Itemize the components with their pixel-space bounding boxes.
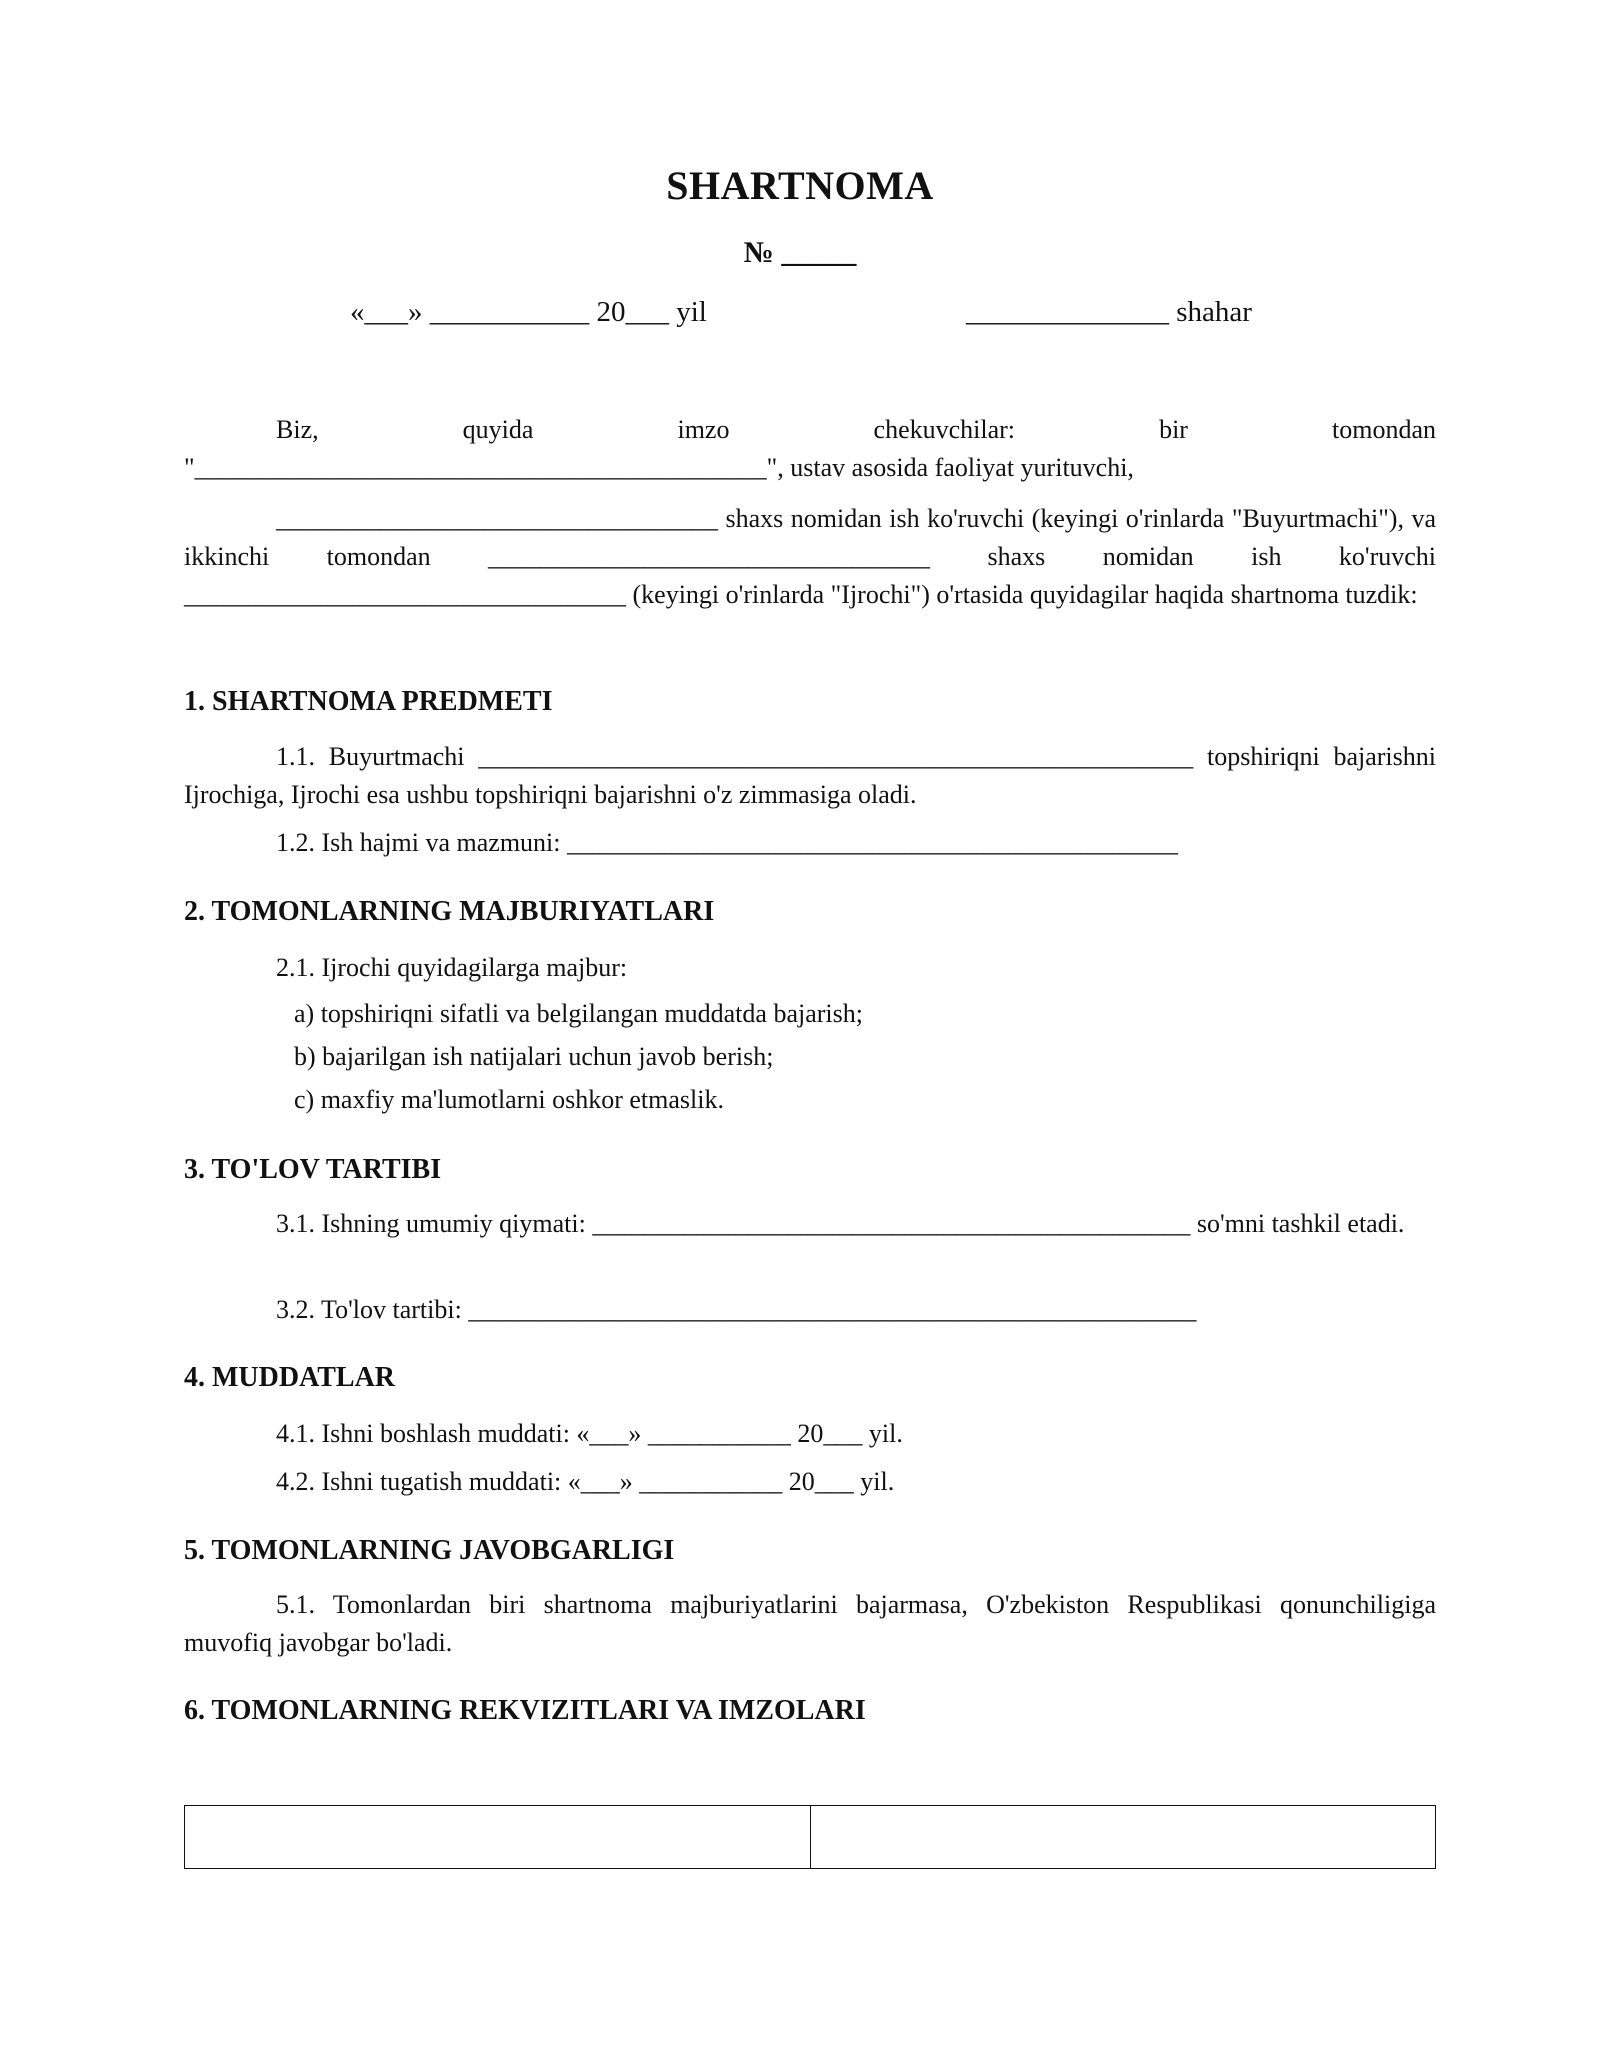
section-1-clause-1: 1.1. Buyurtmachi _______________________________________________________ topshiriqni bajarishni Ijrochiga, Ijrochi esa ushbu topshiriqni bajarishni o'z zimmasiga oladi. bbox=[184, 742, 1436, 809]
section-3-heading: 3. TO'LOV TARTIBI bbox=[184, 1154, 442, 1185]
list-item: b) bajarilgan ish natijalari uchun javob berish; bbox=[294, 1042, 774, 1071]
section-1-clause-2: 1.2. Ish hajmi va mazmuni: _______________________________________________ bbox=[276, 828, 1179, 857]
section-5-clause-1: 5.1. Tomonlardan biri shartnoma majburiyatlarini bajarmasa, O'zbekiston Respublikasi qonunchiligiga muvofiq javobgar bo'ladi. bbox=[184, 1590, 1436, 1657]
section-6-heading: 6. TOMONLARNING REKVIZITLARI VA IMZOLARI bbox=[184, 1695, 866, 1726]
signature-cell-customer bbox=[185, 1806, 811, 1869]
list-item: a) topshiriqni sifatli va belgilangan muddatda bajarish; bbox=[294, 999, 863, 1028]
section-4-clause-1: 4.1. Ishni boshlash muddati: «___» ___________ 20___ yil. bbox=[276, 1419, 903, 1448]
list-item: c) maxfiy ma'lumotlarni oshkor etmaslik. bbox=[294, 1085, 724, 1114]
intro-line-1: Biz, quyida imzo chekuvchilar: bir tomondan bbox=[276, 415, 1436, 444]
signature-table bbox=[184, 1805, 1436, 1869]
document-title: SHARTNOMA bbox=[666, 163, 934, 208]
section-3-clause-2: 3.2. To'lov tartibi: ________________________________________________________ bbox=[276, 1295, 1197, 1324]
signature-cell-contractor bbox=[810, 1806, 1436, 1869]
section-3-clause-1: 3.1. Ishning umumiy qiymati: ______________________________________________ so'mni tashkil etadi. bbox=[276, 1209, 1405, 1238]
contract-number: № _____ bbox=[743, 236, 857, 269]
contract-city: ______________ shahar bbox=[966, 296, 1252, 328]
intro-line-2: "____________________________________________", ustav asosida faoliyat yurituvchi, bbox=[184, 453, 1134, 482]
intro-paragraph-2: __________________________________ shaxs nomidan ish ko'ruvchi (keyingi o'rinlarda "Buyurtmachi"), va ikkinchi tomondan __________________________________ shaxs nomidan ish ko'ruvchi __________________________________ (keyingi o'rinlarda "Ijrochi") o'rtasida quyidagilar haqida shartnoma tuzdik: bbox=[184, 504, 1436, 609]
section-2-heading: 2. TOMONLARNING MAJBURIYATLARI bbox=[184, 896, 715, 927]
section-1-heading: 1. SHARTNOMA PREDMETI bbox=[184, 686, 553, 717]
section-4-clause-2: 4.2. Ishni tugatish muddati: «___» ___________ 20___ yil. bbox=[276, 1467, 895, 1496]
section-5-heading: 5. TOMONLARNING JAVOBGARLIGI bbox=[184, 1535, 675, 1566]
section-4-heading: 4. MUDDATLAR bbox=[184, 1362, 396, 1393]
section-2-clause-1: 2.1. Ijrochi quyidagilarga majbur: bbox=[276, 953, 628, 982]
contract-date: «___» ___________ 20___ yil bbox=[350, 296, 707, 328]
